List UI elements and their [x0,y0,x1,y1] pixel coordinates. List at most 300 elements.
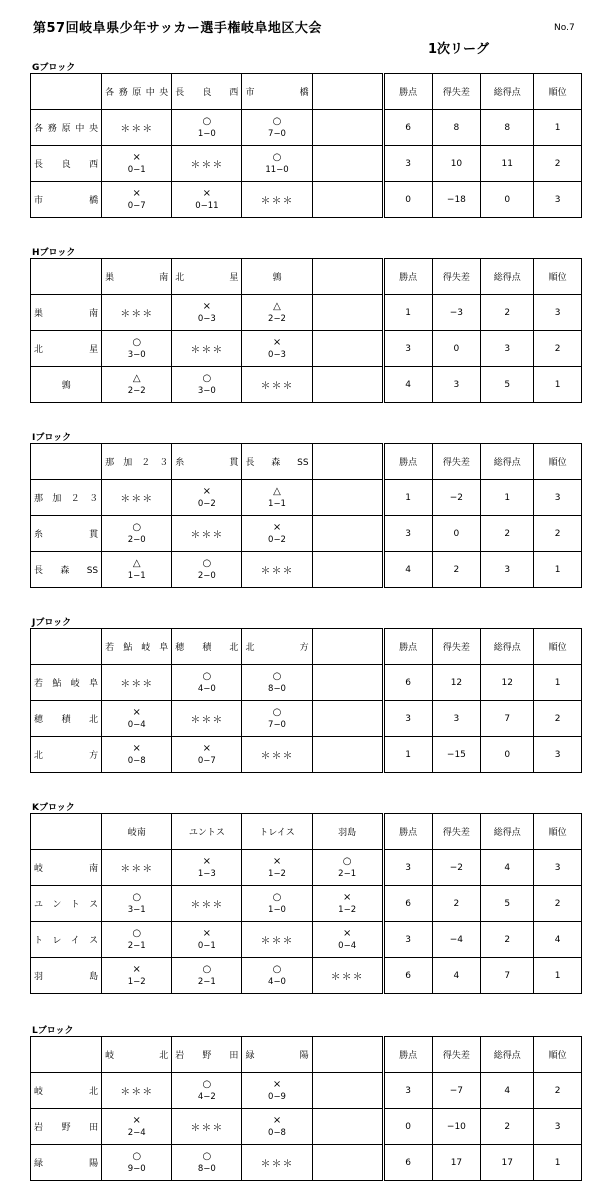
league-block [30,433,582,588]
result-mark: ○ [202,1078,212,1090]
column-header-points: 勝点 [384,814,432,850]
column-team-name [312,259,382,295]
row-team-name: 長 良 西 [31,146,102,182]
result-score: 2−1 [127,940,146,951]
result-cell [312,110,382,146]
result-cell [102,552,172,588]
column-team-name: 長 良 西 [172,74,242,110]
result-cell [102,110,172,146]
result-cell [242,516,312,552]
result-cell [102,1145,172,1181]
league-table [30,1036,582,1181]
result-cell [242,850,312,886]
result-cell [172,850,242,886]
result-mark: × [272,1114,282,1126]
table-row [31,367,582,403]
self-match-mark: ＊＊＊ [260,751,294,762]
stat-rank: 1 [534,552,582,588]
table-header-row [31,814,582,850]
column-header-goal-diff: 得失差 [432,444,481,480]
column-team-name [312,1037,382,1073]
stat-goals: 5 [481,367,534,403]
stat-rank: 2 [534,516,582,552]
self-match-mark: ＊＊＊ [190,530,224,541]
result-mark: ○ [202,372,212,384]
result-score: 7−0 [268,128,286,139]
result-cell [312,737,382,773]
result-mark: ○ [202,963,212,975]
stat-rank: 2 [534,886,582,922]
column-header-goals: 総得点 [481,74,534,110]
result-cell [242,367,312,403]
stat-goal-diff: 4 [432,958,481,994]
corner-cell [31,629,102,665]
stat-goal-diff: −3 [432,295,481,331]
stat-goals: 3 [481,331,534,367]
result-cell [102,1073,172,1109]
result-cell [242,552,312,588]
stat-goals: 1 [481,480,534,516]
result-cell [312,958,382,994]
table-row [31,331,582,367]
result-score: 2−1 [197,976,216,987]
result-score: 0−9 [268,1091,286,1102]
column-team-name [312,629,382,665]
table-row [31,552,582,588]
stat-goals: 0 [481,182,534,218]
stat-goal-diff: 0 [432,516,481,552]
stat-rank: 1 [534,367,582,403]
result-score: 4−0 [268,976,286,987]
self-match-mark: ＊＊＊ [190,160,224,171]
stat-points: 3 [384,516,432,552]
self-match-mark: ＊＊＊ [120,864,154,875]
stat-points: 3 [384,850,432,886]
column-header-rank: 順位 [534,74,582,110]
league-subtitle: 1次リーグ [428,42,490,57]
column-header-points: 勝点 [384,629,432,665]
corner-cell [31,444,102,480]
result-mark: ○ [202,115,212,127]
result-mark: ○ [202,557,212,569]
self-match-mark: ＊＊＊ [330,972,364,983]
result-score: 0−3 [268,349,286,360]
result-score: 2−2 [127,385,146,396]
result-score: 2−2 [268,313,286,324]
column-header-rank: 順位 [534,1037,582,1073]
result-cell [172,146,242,182]
column-header-goals: 総得点 [481,629,534,665]
result-cell [102,886,172,922]
stat-goals: 2 [481,922,534,958]
row-team-name: 北 方 [31,737,102,773]
self-match-mark: ＊＊＊ [120,1087,154,1098]
result-cell [102,367,172,403]
stat-points: 6 [384,886,432,922]
block-label: Hブロック [32,248,76,258]
result-cell [242,1145,312,1181]
stat-goal-diff: −10 [432,1109,481,1145]
result-score: 0−11 [195,200,219,211]
league-table [30,813,582,994]
result-cell [312,552,382,588]
result-mark: × [272,855,282,867]
league-table [30,73,582,218]
result-cell [172,1109,242,1145]
stat-rank: 1 [534,665,582,701]
league-table [30,443,582,588]
column-team-name: 緑 陽 [242,1037,312,1073]
stat-goal-diff: 10 [432,146,481,182]
result-mark: × [132,742,141,754]
row-team-name: ト レ イ ス [31,922,102,958]
result-score: 0−1 [127,164,146,175]
stat-goals: 2 [481,516,534,552]
result-cell [312,665,382,701]
result-cell [312,146,382,182]
result-score: 1−0 [268,904,286,915]
stat-points: 4 [384,367,432,403]
league-block [30,63,582,218]
column-team-name: 若 鮎 岐 阜 [102,629,172,665]
result-cell [312,331,382,367]
column-header-points: 勝点 [384,1037,432,1073]
table-row [31,1073,582,1109]
result-cell [312,886,382,922]
result-cell [312,480,382,516]
result-cell [102,480,172,516]
stat-points: 3 [384,146,432,182]
stat-points: 1 [384,295,432,331]
league-block [30,1026,582,1181]
stat-goals: 7 [481,701,534,737]
row-team-name: 岐 南 [31,850,102,886]
stat-goal-diff: 0 [432,331,481,367]
table-row [31,665,582,701]
result-score: 1−2 [338,904,357,915]
column-team-name: 市 橋 [242,74,312,110]
row-team-name: 巣 南 [31,295,102,331]
result-score: 1−1 [268,498,286,509]
table-row [31,1109,582,1145]
result-cell [312,1109,382,1145]
result-cell [172,1145,242,1181]
table-header-row [31,74,582,110]
result-cell [312,850,382,886]
column-header-goals: 総得点 [481,259,534,295]
self-match-mark: ＊＊＊ [260,196,294,207]
column-team-name [312,444,382,480]
stat-goals: 12 [481,665,534,701]
result-cell [312,701,382,737]
result-cell [102,1109,172,1145]
result-mark: △ [273,300,281,312]
result-mark: × [202,300,212,312]
corner-cell [31,259,102,295]
row-team-name: 長 森 SS [31,552,102,588]
column-header-rank: 順位 [534,259,582,295]
result-mark: × [132,187,141,199]
result-cell [242,182,312,218]
stat-points: 0 [384,1109,432,1145]
stat-goal-diff: 12 [432,665,481,701]
stat-goals: 4 [481,1073,534,1109]
stat-points: 3 [384,701,432,737]
result-cell [242,1073,312,1109]
result-score: 7−0 [268,719,286,730]
result-cell [172,701,242,737]
table-row [31,886,582,922]
league-table [30,628,582,773]
block-label: Lブロック [32,1026,74,1036]
column-team-name: 鶉 [242,259,312,295]
result-cell [172,295,242,331]
result-mark: × [202,485,212,497]
page-number: No.7 [554,23,575,33]
stat-rank: 2 [534,146,582,182]
self-match-mark: ＊＊＊ [260,936,294,947]
column-header-points: 勝点 [384,444,432,480]
table-header-row [31,1037,582,1073]
result-score: 1−3 [197,868,216,879]
block-label: Jブロック [32,618,72,628]
result-cell [242,480,312,516]
result-score: 0−3 [197,313,216,324]
result-score: 0−7 [127,200,146,211]
result-mark: ○ [132,1150,142,1162]
table-header-row [31,444,582,480]
row-team-name: 糸 貫 [31,516,102,552]
stat-goal-diff: −15 [432,737,481,773]
result-cell [242,665,312,701]
stat-rank: 3 [534,295,582,331]
result-score: 3−0 [127,349,146,360]
row-team-name: 北 星 [31,331,102,367]
stat-goals: 0 [481,737,534,773]
result-score: 9−0 [127,1163,146,1174]
stat-points: 3 [384,922,432,958]
result-mark: ○ [272,151,282,163]
result-score: 2−4 [127,1127,146,1138]
result-score: 11−0 [265,164,289,175]
stat-rank: 3 [534,480,582,516]
column-team-name: 那 加 ２ ３ [102,444,172,480]
result-mark: ○ [132,927,142,939]
stat-goal-diff: 3 [432,367,481,403]
result-cell [312,295,382,331]
self-match-mark: ＊＊＊ [120,679,154,690]
stat-points: 1 [384,737,432,773]
stat-rank: 3 [534,850,582,886]
column-team-name: 北 方 [242,629,312,665]
result-mark: × [202,927,212,939]
result-cell [172,516,242,552]
result-cell [172,331,242,367]
result-mark: ○ [132,336,142,348]
result-cell [242,1109,312,1145]
result-score: 0−7 [197,755,216,766]
result-mark: △ [132,372,141,384]
result-cell [172,367,242,403]
self-match-mark: ＊＊＊ [260,381,294,392]
result-mark: ○ [202,670,212,682]
self-match-mark: ＊＊＊ [120,124,154,135]
column-team-name: 長 森 SS [242,444,312,480]
self-match-mark: ＊＊＊ [260,566,294,577]
column-header-rank: 順位 [534,814,582,850]
result-cell [242,295,312,331]
column-team-name: 北 星 [172,259,242,295]
self-match-mark: ＊＊＊ [190,345,224,356]
self-match-mark: ＊＊＊ [190,900,224,911]
result-score: 2−1 [338,868,357,879]
result-mark: × [132,1114,141,1126]
result-cell [102,295,172,331]
table-header-row [31,629,582,665]
result-mark: ○ [132,891,142,903]
column-header-goals: 総得点 [481,1037,534,1073]
table-row [31,516,582,552]
column-team-name: 穂 積 北 [172,629,242,665]
column-header-goals: 総得点 [481,444,534,480]
result-score: 8−0 [197,1163,216,1174]
stat-goal-diff: 2 [432,886,481,922]
result-score: 4−0 [197,683,216,694]
corner-cell [31,74,102,110]
self-match-mark: ＊＊＊ [190,715,224,726]
result-cell [312,182,382,218]
stat-goals: 5 [481,886,534,922]
result-cell [242,958,312,994]
league-block [30,803,582,994]
result-cell [242,110,312,146]
column-team-name: 糸 貫 [172,444,242,480]
column-header-points: 勝点 [384,259,432,295]
result-score: 0−4 [338,940,357,951]
table-row [31,146,582,182]
stat-goal-diff: −2 [432,480,481,516]
stat-rank: 2 [534,1073,582,1109]
result-mark: △ [132,557,141,569]
self-match-mark: ＊＊＊ [260,1159,294,1170]
stat-rank: 2 [534,331,582,367]
result-score: 2−0 [127,534,146,545]
stat-rank: 4 [534,922,582,958]
result-mark: × [132,151,141,163]
stat-goal-diff: 3 [432,701,481,737]
column-team-name: 羽島 [312,814,382,850]
stat-goals: 8 [481,110,534,146]
column-header-goal-diff: 得失差 [432,1037,481,1073]
result-score: 4−2 [197,1091,216,1102]
self-match-mark: ＊＊＊ [120,494,154,505]
result-mark: × [202,742,212,754]
stat-goal-diff: −4 [432,922,481,958]
column-header-goal-diff: 得失差 [432,74,481,110]
result-mark: × [132,706,141,718]
result-cell [312,1073,382,1109]
column-header-rank: 順位 [534,629,582,665]
column-header-goal-diff: 得失差 [432,259,481,295]
result-cell [242,886,312,922]
result-cell [102,665,172,701]
result-score: 3−0 [197,385,216,396]
stat-goal-diff: 17 [432,1145,481,1181]
column-team-name: 巣 南 [102,259,172,295]
row-team-name: 那 加 ２ ３ [31,480,102,516]
stat-goal-diff: 8 [432,110,481,146]
result-cell [242,737,312,773]
result-cell [312,516,382,552]
stat-points: 4 [384,552,432,588]
result-cell [102,146,172,182]
column-team-name [312,74,382,110]
result-score: 2−0 [197,570,216,581]
result-mark: × [272,1078,282,1090]
result-cell [172,886,242,922]
row-team-name: 穂 積 北 [31,701,102,737]
result-mark: × [342,927,352,939]
result-mark: × [202,855,212,867]
result-mark: △ [273,485,281,497]
row-team-name: 岩 野 田 [31,1109,102,1145]
result-mark: × [272,336,282,348]
result-cell [172,552,242,588]
stat-goal-diff: −18 [432,182,481,218]
table-row [31,295,582,331]
table-row [31,480,582,516]
table-row [31,958,582,994]
result-mark: × [342,891,352,903]
result-cell [102,331,172,367]
stat-rank: 1 [534,958,582,994]
stat-goals: 17 [481,1145,534,1181]
row-team-name: 羽 島 [31,958,102,994]
result-cell [242,331,312,367]
result-score: 0−2 [197,498,216,509]
result-cell [102,182,172,218]
column-team-name: 岐南 [102,814,172,850]
stat-rank: 3 [534,182,582,218]
page-title: 第57回岐阜県少年サッカー選手権岐阜地区大会 [33,21,322,36]
row-team-name: 鶉 [31,367,102,403]
stat-goal-diff: 2 [432,552,481,588]
league-block [30,248,582,403]
row-team-name: ユ ン ト ス [31,886,102,922]
result-score: 0−4 [127,719,146,730]
stat-goal-diff: −2 [432,850,481,886]
column-header-points: 勝点 [384,74,432,110]
table-row [31,110,582,146]
result-cell [312,922,382,958]
result-cell [102,850,172,886]
result-mark: ○ [202,1150,212,1162]
corner-cell [31,814,102,850]
column-header-rank: 順位 [534,444,582,480]
table-row [31,850,582,886]
result-cell [172,665,242,701]
self-match-mark: ＊＊＊ [120,309,154,320]
result-cell [172,958,242,994]
column-header-goal-diff: 得失差 [432,814,481,850]
result-cell [102,701,172,737]
result-score: 1−1 [127,570,146,581]
row-team-name: 岐 北 [31,1073,102,1109]
stat-goals: 11 [481,146,534,182]
result-cell [312,1145,382,1181]
result-score: 1−2 [127,976,146,987]
stat-points: 6 [384,958,432,994]
